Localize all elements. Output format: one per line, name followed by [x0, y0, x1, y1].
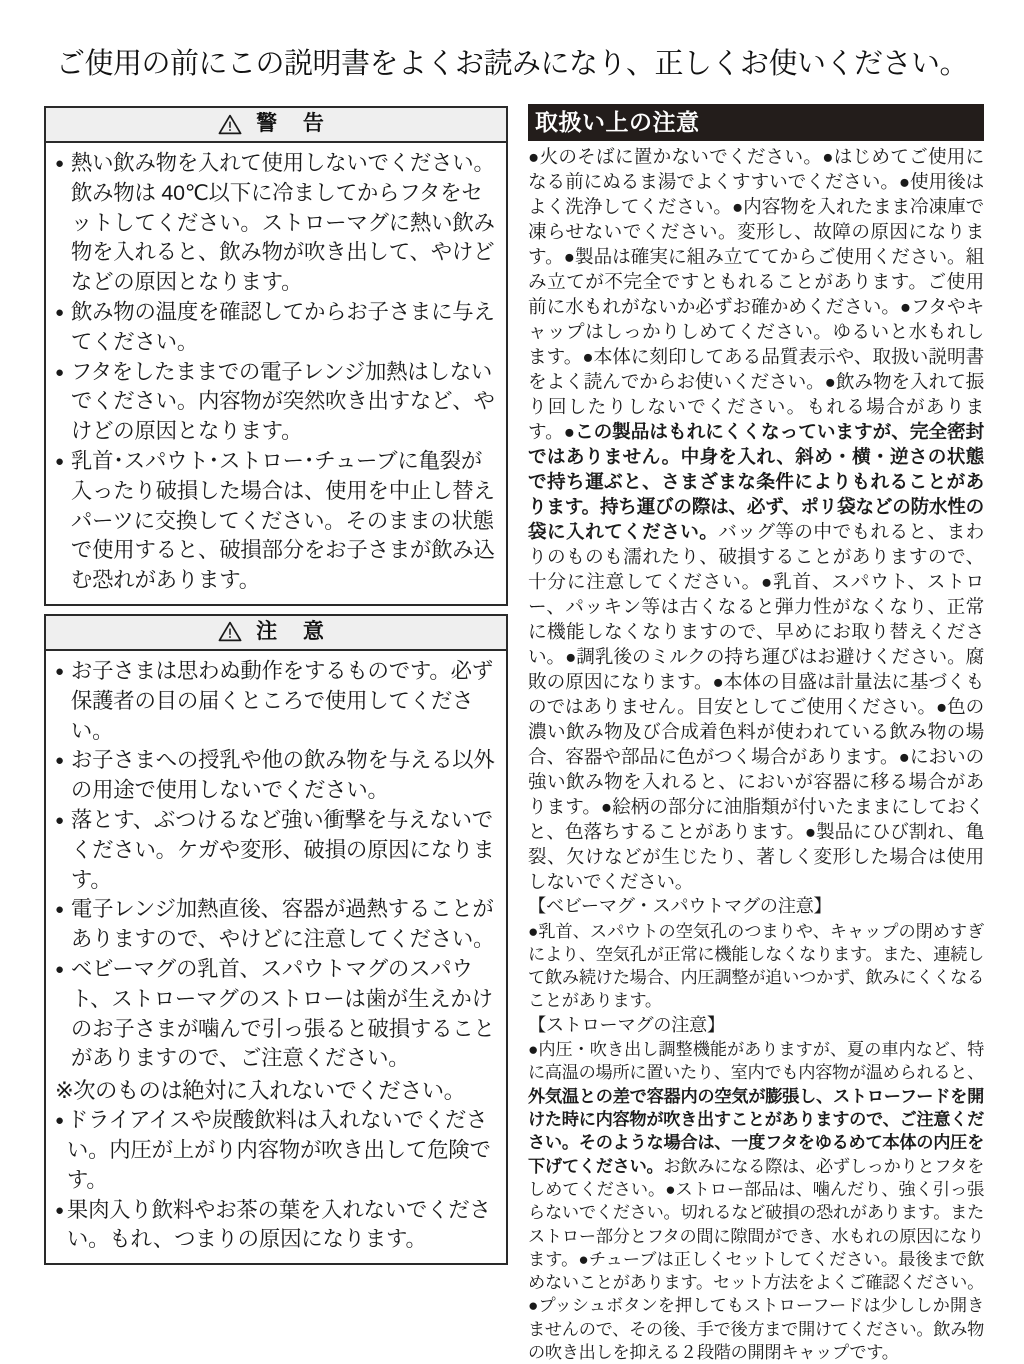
- list-item: [55, 895, 498, 955]
- baby-mug-section-text: ●乳首、スパウトの空気孔のつまりや、キャップの閉めすぎにより、空気孔が正常に機能しなくなります。また、連続して飲み続けた場合、内圧調整が追いつかず、飲みにくくなることがあります。: [528, 920, 984, 1011]
- straw-text-b: お飲みになる際は、必ずしっかりとフタをしめてください。●ストロー部品は、噛んだり、強く引っ張らないでください。切れるなど破損の恐れがあります。またストロー部分とフタの間に隙間ができ、水もれの原因になります。●チューブは正しくセットしてください。最後まで飲めないことがあります。セット方法をよくご確認ください。●プッシュボタンを押してもストローフードは少ししか開きませんので、その後、手で後方まで開けてください。飲み物の吹き出しを抑える２段階の開閉キャップです。: [528, 1155, 984, 1363]
- list-item-text: 飲み物の温度を確認してからお子さまに与えてください。: [70, 299, 495, 354]
- bullet-icon: ●: [55, 1201, 64, 1219]
- list-item: [55, 955, 498, 1074]
- handling-text-bold-1: ●この製品はもれにくくなっていますが、完全密封ではありません。中身を入れ、斜め・横・逆さの状態で持ち運ぶと、さまざまな条件によりもれることがあります。持ち運びの際は、必ず、ポリ袋などの防水性の袋に入れてください。: [528, 421, 985, 542]
- bullet-icon: ●: [55, 901, 64, 919]
- bullet-icon: ●: [55, 1112, 64, 1130]
- page-title: ご使用の前にこの説明書をよくお読みになり、正しくお使いください。: [55, 48, 968, 80]
- list-item-text: 電子レンジ加熱直後、容器が過熱することがありますので、やけどに注意してください。: [70, 897, 495, 952]
- list-item-text: ベビーマグの乳首、スパウトマグのスパウト、ストローマグのストローは歯が生えかけのお子さまが噛んで引っ張ると破損することがありますので、ご注意ください。: [70, 956, 495, 1071]
- handling-text-2: バッグ等の中でもれると、まわりのものも濡れたり、破損することがありますので、十分に注意してください。●乳首、スパウト、ストロー、パッキン等は古くなると弾力性がなくなり、正常に機能しなくなりますので、早めにお取り替えください。●調乳後のミルクの持ち運びはお避けください。腐敗の原因になります。●本体の目盛は計量法に基づくものではありません。目安としてご使用ください。●色の濃い飲み物及び合成着色料が使われている飲み物の場合、容器や部品に色がつく場合があります。●においの強い飲み物を入れると、においが容器に移る場合があります。●絵柄の部分に油脂類が付いたままにしておくと、色落ちすることがあります。●製品にひび割れ、亀裂、欠けなどが生じたり、著しく変形した場合は使用しないでください。: [528, 521, 984, 892]
- list-item: [55, 1196, 498, 1256]
- bullet-icon: ●: [55, 155, 64, 172]
- list-item: [55, 447, 498, 596]
- baby-mug-section-heading: 【ベビーマグ・スパウトマグの注意】: [528, 896, 832, 916]
- caution-box-title: 注 意: [256, 619, 334, 643]
- list-item: [55, 358, 498, 447]
- list-item-text: ドライアイスや炭酸飲料は入れないでください。内圧が上がり内容物が吹き出して危険です。: [66, 1108, 491, 1192]
- list-item-text: お子さまは思わぬ動作をするものです。必ず保護者の目の届くところで使用してください。: [70, 658, 493, 743]
- straw-mug-section-heading: 【ストローマグの注意】: [528, 1014, 725, 1035]
- list-item-text: フタをしたままでの電子レンジ加熱はしないでください。内容物が突然吹き出すなど、やけどの原因となります。: [70, 359, 495, 444]
- caution-box-body: [46, 651, 506, 1263]
- bullet-icon: ●: [55, 811, 64, 829]
- handling-paragraph-1: [528, 144, 984, 894]
- caution-box: [44, 614, 508, 1265]
- list-item: [55, 746, 498, 806]
- list-item-text: 果肉入り飲料やお茶の葉を入れないでください。もれ、つまりの原因になります。: [66, 1197, 491, 1252]
- list-item-text: お子さまへの授乳や他の飲み物を与える以外の用途で使用しないでください。: [70, 748, 495, 803]
- list-item: [55, 1106, 498, 1195]
- handling-section-title: 取扱い上の注意: [528, 104, 984, 141]
- caution-box-header: [46, 616, 506, 651]
- list-item: [55, 298, 498, 358]
- bullet-icon: ●: [55, 363, 64, 381]
- list-item-text: 乳首･スパウト･ストロー･チューブに亀裂が入ったり破損した場合は、使用を中止し替えパーツに交換してください。そのままの状態で使用すると、破損部分をお子さまが飲み込む恐れがあります。: [70, 448, 495, 593]
- straw-mug-section-text: [528, 1038, 984, 1364]
- list-item: [55, 149, 498, 298]
- warning-box-header: [46, 108, 506, 143]
- list-item: [55, 806, 498, 895]
- handling-text-1: ●火のそばに置かないでください。●はじめてご使用になる前にぬるま湯でよくすすいでください。●使用後はよく洗浄してください。●内容物を入れたまま冷凍庫で凍らせないでください。変形し、故障の原因になります。●製品は確実に組み立ててからご使用ください。組み立てが不完全ですともれることがあります。ご使用前に水もれがないか必ずお確かめください。●フタやキャップはしっかりしめてください。ゆるいと水もれします。●本体に刻印してある品質表示や、取扱い説明書をよく読んでからお使いください。●飲み物を入れて振り回したりしないでください。もれる場合があります。: [528, 146, 984, 442]
- straw-text-bold: 外気温との差で容器内の空気が膨張し、ストローフードを開けた時に内容物が吹き出すことがありますので、ご注意ください。そのような場合は、一度フタをゆるめて本体の内圧を下げてください。: [528, 1085, 984, 1176]
- warning-box: [44, 106, 508, 606]
- left-column: [44, 106, 508, 1273]
- list-item: [55, 657, 498, 746]
- right-column: [528, 104, 984, 1364]
- bullet-icon: ●: [55, 452, 64, 470]
- handling-body: [528, 144, 984, 894]
- warning-box-body: [46, 143, 506, 604]
- list-item-text: 熱い飲み物を入れて使用しないでください。飲み物は 40℃以下に冷ましてからフタをセットしてください。ストローマグに熱い飲み物を入れると、飲み物が吹き出して、やけどなどの原因となります。: [70, 151, 495, 295]
- straw-text-a: ●内圧・吹き出し調整機能がありますが、夏の車内など、特に高温の場所に置いたり、室内でも内容物が温められると、: [528, 1039, 984, 1083]
- warning-box-title: 警 告: [256, 112, 334, 135]
- bullet-icon: ●: [55, 303, 64, 321]
- prohibition-note: ※次のものは絶対に入れないでください。: [55, 1078, 466, 1104]
- warning-triangle-icon: [218, 621, 242, 642]
- bullet-icon: ●: [55, 960, 64, 978]
- bullet-icon: ●: [55, 752, 64, 770]
- list-item-text: 落とす、ぶつけるなど強い衝撃を与えないでください。ケガや変形、破損の原因になります。: [70, 807, 495, 892]
- warning-triangle-icon: [218, 114, 242, 135]
- bullet-icon: ●: [55, 662, 64, 680]
